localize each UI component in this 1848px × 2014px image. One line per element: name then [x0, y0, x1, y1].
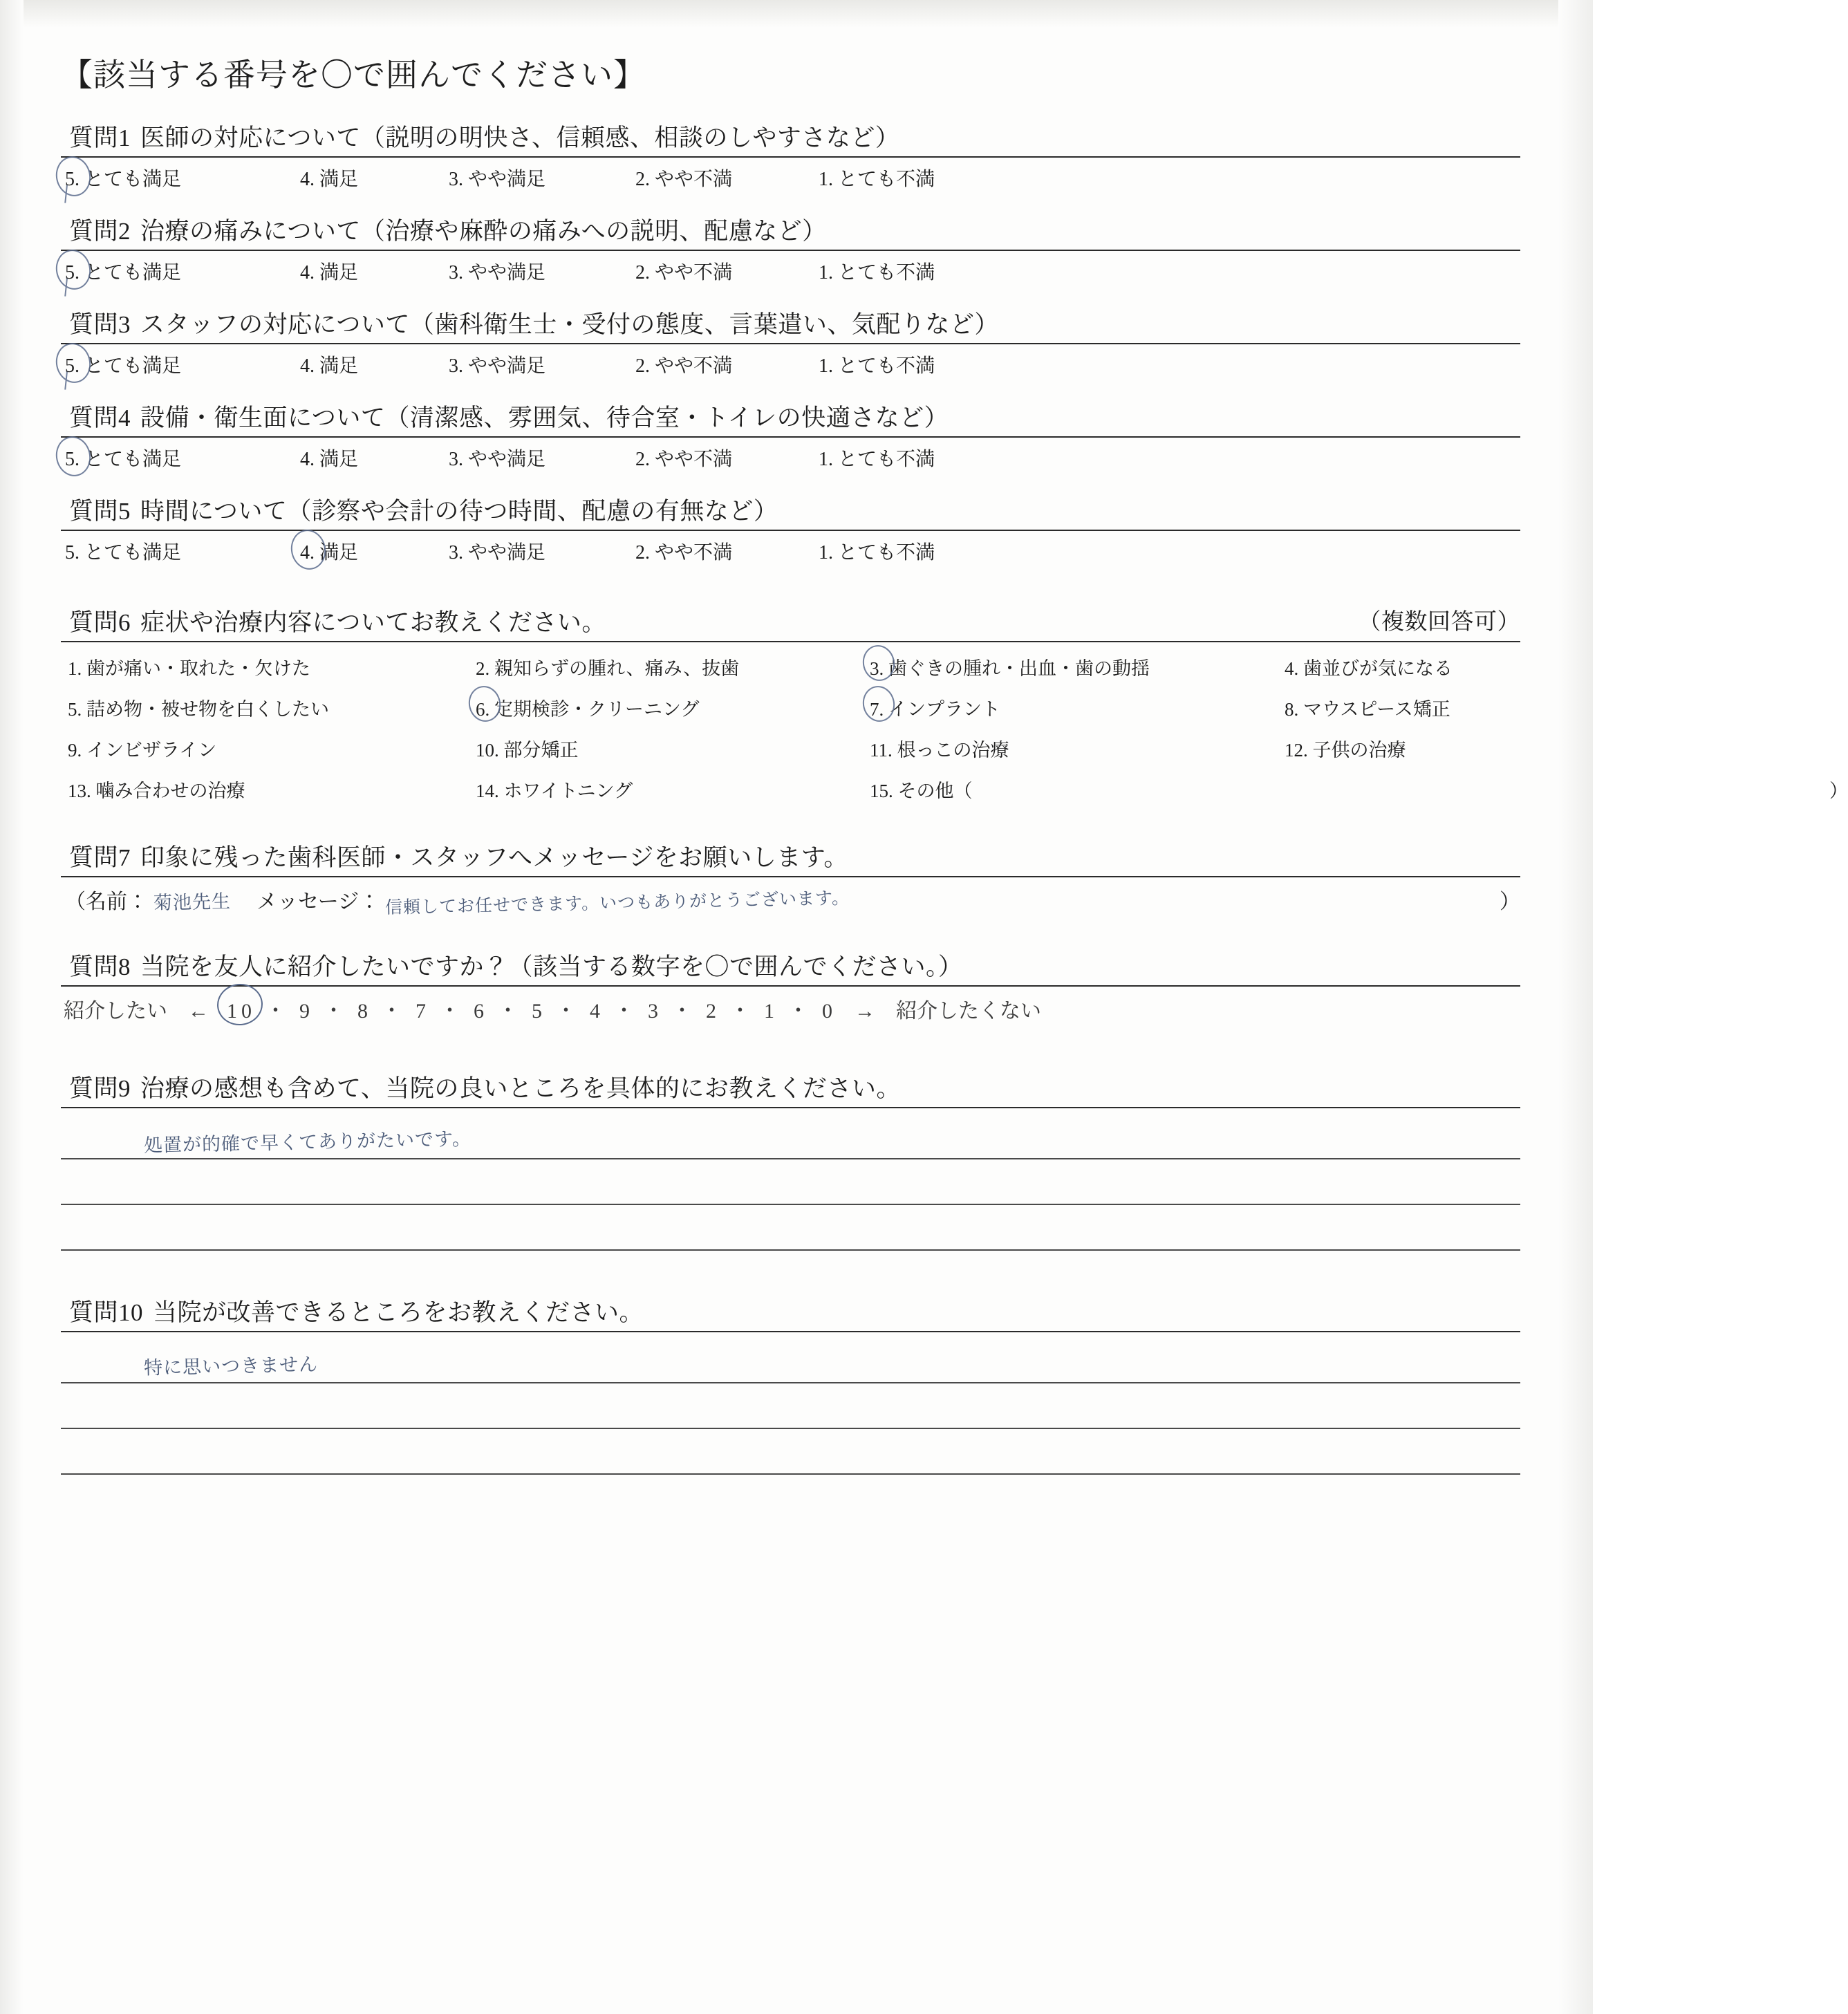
q6-option-1-label: 1. 歯が痛い・取れた・欠けた [68, 658, 310, 679]
q3-option-4-label: 4. 満足 [300, 355, 359, 377]
q6-option-11-label: 11. 根っこの治療 [870, 740, 1009, 761]
q6-option-8-label: 8. マウスピース矯正 [1285, 699, 1450, 720]
q7-close-paren: ） [1500, 891, 1520, 913]
q6-option-3[interactable] [870, 653, 1285, 680]
q4-option-5[interactable] [65, 444, 300, 472]
q1-option-1-label: 1. とても不満 [819, 169, 935, 190]
q4-option-3-label: 3. やや満足 [449, 449, 546, 470]
question-9-text: 治療の感想も含めて、当院の良いところを具体的にお教えください。 [140, 1075, 901, 1102]
q7-name-label: （名前： [65, 891, 148, 913]
q3-option-1[interactable] [819, 351, 991, 378]
q2-option-2[interactable] [635, 257, 819, 285]
q3-option-1-label: 1. とても不満 [819, 355, 935, 377]
q6-option-6[interactable] [476, 694, 870, 721]
q2-option-3-label: 3. やや満足 [449, 262, 546, 283]
question-5-heading [61, 492, 1520, 527]
q3-option-4[interactable] [300, 351, 449, 378]
q1-option-3-label: 3. やや満足 [449, 169, 546, 190]
q5-option-3[interactable] [449, 537, 635, 565]
q6-option-4[interactable] [1285, 653, 1520, 680]
question-3-text: スタッフの対応について（歯科衛生士・受付の態度、言葉遣い、気配りなど） [140, 311, 999, 338]
question-6-heading [61, 604, 1520, 638]
q4-option-2-label: 2. やや不満 [635, 449, 733, 470]
q6-option-7[interactable] [870, 694, 1285, 721]
q6-option-10-label: 10. 部分矯正 [476, 740, 579, 761]
q6-option-13[interactable] [68, 776, 476, 803]
q6-option-1[interactable] [68, 653, 476, 680]
q2-option-1-label: 1. とても不満 [819, 262, 935, 283]
spacer [61, 586, 1520, 604]
circle-mark-icon [53, 246, 95, 292]
spacer [61, 930, 1520, 948]
spacer [61, 1038, 1520, 1070]
q6-option-6-label: 6. 定期検診・クリーニング [476, 699, 700, 720]
question-4-number: 質問4 [69, 404, 131, 431]
q5-option-2[interactable] [635, 537, 819, 565]
question-8-text: 当院を友人に紹介したいですか？（該当する数字を〇で囲んでください。） [140, 953, 963, 980]
question-4-text: 設備・衛生面について（清潔感、雰囲気、待合室・トイレの快適さなど） [140, 404, 949, 431]
q8-numbers-label: 10 ・ 9 ・ 8 ・ 7 ・ 6 ・ 5 ・ 4 ・ 3 ・ 2 ・ 1 ・ 0 [227, 1000, 837, 1023]
question-6-options [61, 642, 1848, 810]
q6-option-11[interactable] [870, 735, 1285, 762]
q3-option-2[interactable] [635, 351, 819, 378]
q5-option-3-label: 3. やや満足 [449, 542, 546, 563]
question-5-text: 時間について（診察や会計の待つ時間、配慮の有無など） [140, 498, 778, 525]
question-3-scale [61, 344, 1520, 388]
q2-option-3[interactable] [449, 257, 635, 285]
q6-option-8[interactable] [1285, 694, 1520, 721]
q6-option-15-close-paren: ） [1829, 781, 1848, 801]
q1-option-4[interactable] [300, 164, 449, 192]
q9-answer-text: 処置が的確で早くてありがたいです。 [143, 1128, 472, 1157]
q6-option-2[interactable] [476, 653, 870, 680]
question-block-9 [61, 1070, 1520, 1251]
question-9-number: 質問9 [69, 1075, 131, 1102]
q2-option-5-label: 5. とても満足 [65, 262, 182, 283]
q1-option-5-label: 5. とても満足 [65, 169, 182, 190]
q2-option-4[interactable] [300, 257, 449, 285]
q6-option-5[interactable] [68, 694, 476, 721]
question-2-heading [61, 212, 1520, 247]
q2-option-1[interactable] [819, 257, 991, 285]
q3-option-3[interactable] [449, 351, 635, 378]
q6-option-10[interactable] [476, 735, 870, 762]
question-10-text: 当院が改善できるところをお教えください。 [153, 1299, 644, 1326]
q6-option-15-other[interactable] [870, 776, 1848, 803]
q1-option-5[interactable] [65, 164, 300, 192]
q3-option-5[interactable] [65, 351, 300, 378]
question-block-1 [61, 119, 1520, 201]
q6-option-14-label: 14. ホワイトニング [476, 781, 633, 801]
q4-option-1-label: 1. とても不満 [819, 449, 935, 470]
q1-option-2-label: 2. やや不満 [635, 169, 733, 190]
spacer [61, 821, 1520, 839]
q10-answer-line-1[interactable] [61, 1338, 1520, 1383]
question-block-6 [61, 604, 1848, 810]
question-6-text: 症状や治療内容についてお教えください。 [140, 609, 606, 636]
question-10-number: 質問10 [69, 1299, 144, 1326]
q4-option-4[interactable] [300, 444, 449, 472]
circle-mark-icon [288, 526, 330, 572]
question-10-answer-area[interactable] [61, 1332, 1520, 1475]
question-4-heading [61, 399, 1520, 433]
q9-answer-line-1[interactable] [61, 1114, 1520, 1159]
q8-right-label: → 紹介したくない [855, 1000, 1041, 1023]
question-6-note: （複数回答可） [1358, 610, 1520, 635]
page-title: 【該当する番号を〇で囲んでください】 [61, 57, 646, 93]
question-4-scale [61, 438, 1520, 481]
question-block-2 [61, 212, 1520, 295]
q8-numbers[interactable] [227, 994, 837, 1024]
circle-mark-icon [53, 153, 95, 199]
question-1-scale [61, 158, 1520, 201]
q2-option-5[interactable] [65, 257, 300, 285]
question-3-number: 質問3 [69, 311, 131, 338]
q6-grid-filler [1285, 776, 1520, 803]
q7-message-label: メッセージ： [256, 891, 380, 913]
q10-answer-line-2[interactable] [61, 1383, 1520, 1429]
q5-option-2-label: 2. やや不満 [635, 542, 733, 563]
question-1-text: 医師の対応について（説明の明快さ、信頼感、相談のしやすさなど） [140, 124, 900, 151]
q6-option-12-label: 12. 子供の治療 [1285, 740, 1406, 761]
q3-option-2-label: 2. やや不満 [635, 355, 733, 377]
q1-option-4-label: 4. 満足 [300, 169, 359, 190]
question-block-5 [61, 492, 1520, 575]
q6-option-14[interactable] [476, 776, 870, 803]
question-1-heading [61, 119, 1520, 153]
q4-option-4-label: 4. 満足 [300, 449, 359, 470]
q10-answer-line-3[interactable] [61, 1429, 1520, 1475]
q6-option-7-label: 7. インプラント [870, 699, 1000, 720]
q5-option-1[interactable] [819, 537, 991, 565]
circle-mark-icon [53, 433, 95, 479]
q6-option-9-label: 9. インビザライン [68, 740, 217, 761]
q10-answer-text: 特に思いつきません [143, 1354, 319, 1379]
question-block-7 [61, 839, 1520, 919]
q9-answer-line-3[interactable] [61, 1205, 1520, 1251]
question-7-heading [61, 839, 1520, 873]
q6-option-13-label: 13. 噛み合わせの治療 [68, 781, 245, 801]
question-8-scale[interactable] [61, 987, 1520, 1027]
q4-option-5-label: 5. とても満足 [65, 449, 182, 470]
q6-option-4-label: 4. 歯並びが気になる [1285, 658, 1453, 679]
q3-option-3-label: 3. やや満足 [449, 355, 546, 377]
question-10-heading [61, 1294, 1520, 1328]
q1-option-3[interactable] [449, 164, 635, 192]
q7-message-value: 信頼してお任せできます。いつもありがとうございます。 [384, 887, 850, 918]
q5-option-4-label: 4. 満足 [300, 542, 359, 563]
question-3-heading [61, 306, 1520, 340]
spacer [61, 1262, 1520, 1294]
q4-option-1[interactable] [819, 444, 991, 472]
q6-option-12[interactable] [1285, 735, 1520, 762]
question-2-text: 治療の痛みについて（治療や麻酔の痛みへの説明、配慮など） [140, 218, 827, 245]
question-8-heading [61, 948, 1520, 982]
question-8-number: 質問8 [69, 953, 131, 980]
question-9-heading [61, 1070, 1520, 1104]
question-7-number: 質問7 [69, 844, 131, 871]
question-9-answer-area[interactable] [61, 1108, 1520, 1251]
q6-option-2-label: 2. 親知らずの腫れ、痛み、抜歯 [476, 658, 740, 679]
q6-option-5-label: 5. 詰め物・被せ物を白くしたい [68, 699, 329, 720]
circle-mark-icon [53, 339, 95, 386]
question-6-number: 質問6 [69, 609, 131, 636]
q4-option-3[interactable] [449, 444, 635, 472]
q3-option-5-label: 5. とても満足 [65, 355, 182, 377]
question-5-number: 質問5 [69, 498, 131, 525]
question-block-3 [61, 306, 1520, 388]
q1-option-1[interactable] [819, 164, 991, 192]
q2-option-2-label: 2. やや不満 [635, 262, 733, 283]
q1-option-2[interactable] [635, 164, 819, 192]
q8-left-label: 紹介したい ← [64, 1000, 209, 1023]
q6-option-15-label: 15. その他（ [870, 781, 973, 801]
question-7-text: 印象に残った歯科医師・スタッフへメッセージをお願いします。 [140, 844, 848, 871]
q9-answer-line-2[interactable] [61, 1159, 1520, 1205]
q5-option-1-label: 1. とても不満 [819, 542, 935, 563]
question-block-10 [61, 1294, 1520, 1475]
q4-option-2[interactable] [635, 444, 819, 472]
question-5-scale [61, 531, 1520, 575]
question-2-scale [61, 251, 1520, 295]
q5-option-5-label: 5. とても満足 [65, 542, 182, 563]
q7-name-value: 菊池先生 [153, 891, 231, 915]
question-2-number: 質問2 [69, 218, 131, 245]
question-block-4 [61, 399, 1520, 481]
q5-option-4[interactable] [300, 537, 449, 565]
question-7-answer[interactable] [61, 877, 1520, 919]
q5-option-5[interactable] [65, 537, 300, 565]
q6-option-9[interactable] [68, 735, 476, 762]
q6-option-3-label: 3. 歯ぐきの腫れ・出血・歯の動揺 [870, 658, 1150, 679]
q2-option-4-label: 4. 満足 [300, 262, 359, 283]
question-block-8 [61, 948, 1520, 1027]
question-1-number: 質問1 [69, 124, 131, 151]
